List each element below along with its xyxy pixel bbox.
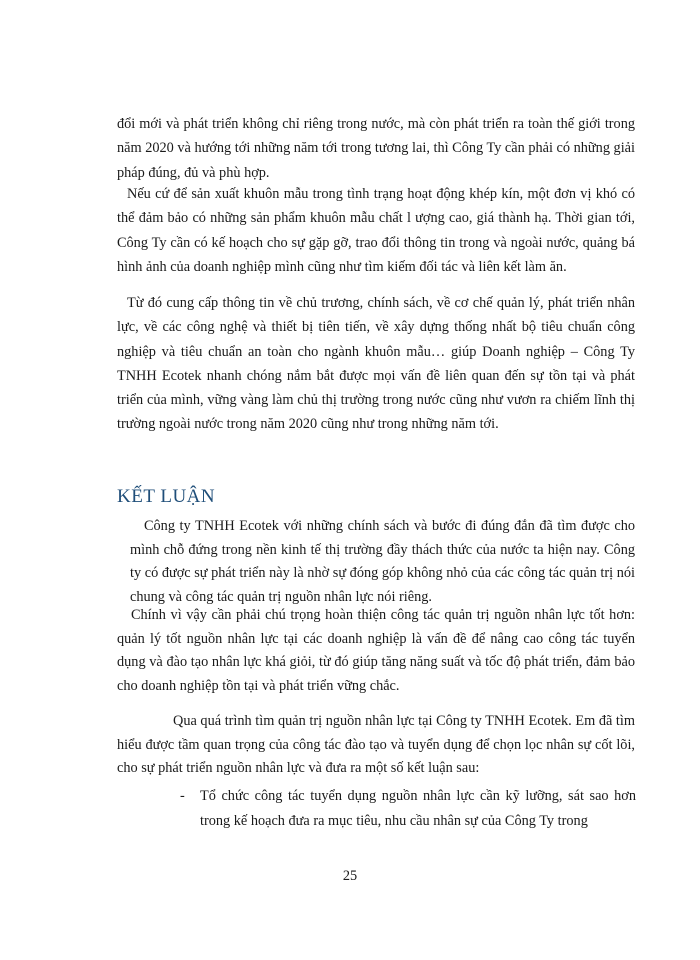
conclusion-paragraph-company: Công ty TNHH Ecotek với những chính sách và bước đi đúng đắn đã tìm được cho mình chỗ đứng trong nền kinh tế thị trường đầy thách thức của nước ta hiện nay. Công ty có được sự phát triển này là nhờ sự đóng góp không nhỏ của các công tác quản trị nói chung và công tác quản trị nguồn nhân lực nói riêng. — [130, 518, 635, 605]
bullet-text: Tổ chức công tác tuyển dụng nguồn nhân lực cần kỹ lưỡng, sát sao hơn trong kế hoạch đưa ra mục tiêu, nhu cầu nhân sự của Công Ty trong — [200, 788, 636, 829]
conclusion-heading: KẾT LUẬN — [117, 486, 216, 507]
conclusion-paragraph-hr-management: Chính vì vậy cần phải chú trọng hoàn thiện công tác quản trị nguồn nhân lực tốt hơn: quản lý tốt nguồn nhân lực tại các doanh nghiệp là vấn đề để nâng cao công tác tuyển dụng và đào tạo nhân lực khá giỏi, từ đó giúp tăng năng suất và tốc độ phát triển, đảm bảo cho doanh nghiệp tồn tại và phát triển vững chắc. — [117, 607, 635, 694]
paragraph-information-supply: Từ đó cung cấp thông tin về chủ trương, chính sách, về cơ chế quản lý, phát triển nhân lực, về các công nghệ và thiết bị tiên tiến, về xây dựng thống nhất bộ tiêu chuẩn công nghiệp và tiêu chuẩn an toàn cho ngành khuôn mẫu… giúp Doanh nghiệp – Công Ty TNHH Ecotek nhanh chóng nắm bắt được mọi vấn đề liên quan đến sự tồn tại và phát triển của mình, vững vàng làm chủ thị trường trong nước cũng như vươn ra chiếm lĩnh thị trường ngoài nước trong năm 2020 cũng như trong những năm tới. — [117, 295, 635, 433]
bullet-marker: - — [180, 788, 185, 804]
page-number: 25 — [342, 868, 358, 884]
paragraph-innovation: đổi mới và phát triển không chỉ riêng trong nước, mà còn phát triển ra toàn thế giới trong năm 2020 và hướng tới những năm tới trong tương lai, thì Công Ty cần phải có những giải pháp đúng, đủ và phù hợp. — [117, 116, 635, 181]
conclusion-paragraph-findings: Qua quá trình tìm quản trị nguồn nhân lực tại Công ty TNHH Ecotek. Em đã tìm hiểu được tầm quan trọng của công tác đào tạo và tuyển dụng để chọn lọc nhân sự cốt lõi, cho sự phát triển nguồn nhân lực và đưa ra một số kết luận sau: — [117, 713, 635, 777]
paragraph-mold-production: Nếu cứ để sản xuất khuôn mẫu trong tình trạng hoạt động khép kín, một đơn vị khó có thể đảm bảo có những sản phẩm khuôn mẫu chất l ượng cao, giá thành hạ. Thời gian tới, Công Ty cần có kế hoạch cho sự gặp gỡ, trao đổi thông tin trong và ngoài nước, quảng bá hình ảnh của doanh nghiệp mình cũng như tìm kiếm đối tác và liên kết làm ăn. — [117, 186, 635, 275]
